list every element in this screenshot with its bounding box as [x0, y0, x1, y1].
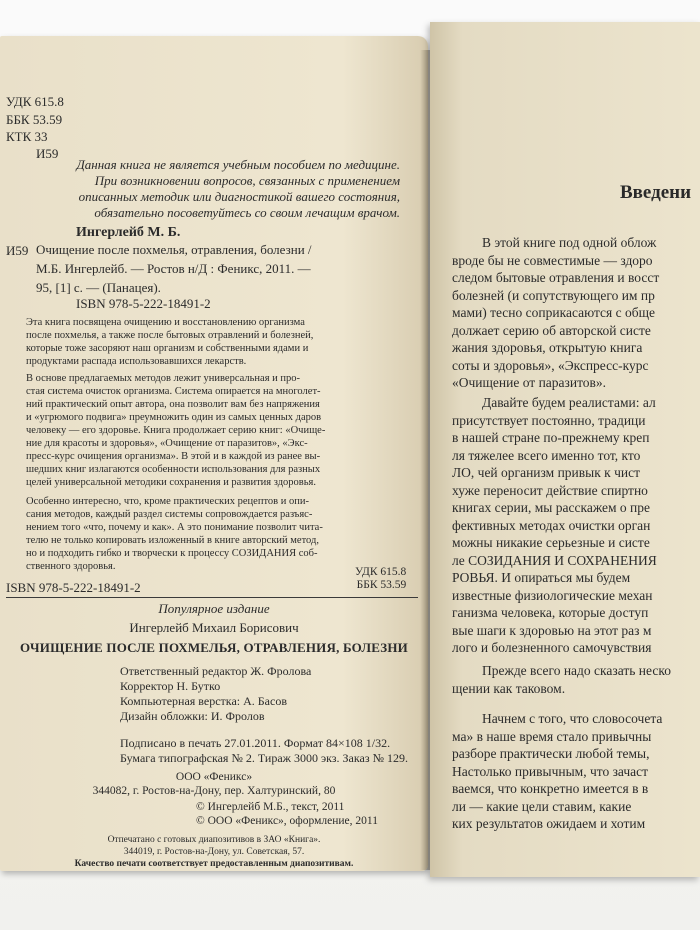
- credit-line: Корректор Н. Бутко: [120, 679, 221, 693]
- body-line: известные физиологические механ: [452, 587, 653, 603]
- credit-line: Дизайн обложки: И. Фролов: [120, 709, 265, 723]
- body-line: можны никакие серьезные и систе: [452, 535, 650, 550]
- biblio-line: Очищение после похмелья, отравления, болезни /: [36, 242, 312, 257]
- publisher-name: ООО «Феникс»: [175, 771, 253, 783]
- body-line: ли — какие цели ставим, какие: [452, 798, 632, 814]
- body-line: в нашей стране по-прежнему креп: [452, 430, 650, 445]
- credits-block: [120, 664, 311, 724]
- disclaimer-line: При возникновении вопросов, связанных с применением: [94, 173, 400, 188]
- abstract-line: Эта книга посвящена очищению и восстановлению организма: [26, 317, 305, 328]
- body-line: ЛО, чей организм привык к чист: [452, 465, 640, 480]
- imprint-line: Подписано в печать 27.01.2011. Формат 84×108 1/32.: [120, 736, 391, 750]
- book-title: ОЧИЩЕНИЕ ПОСЛЕ ПОХМЕЛЬЯ, ОТРАВЛЕНИЯ, БОЛЕЗНИ: [20, 640, 408, 655]
- body-line: Настолько привычным, что зачаст: [452, 763, 649, 779]
- credit-line: Компьютерная верстка: А. Басов: [120, 694, 287, 708]
- disclaimer-line: описанных методик или диагностикой вашего состояния,: [78, 189, 400, 204]
- right-page: [430, 22, 700, 877]
- body-line: ля тяжелее всего именно тот, кто: [452, 447, 641, 463]
- abstract-line: ственного здоровья.: [26, 561, 116, 572]
- body-line: должает серию об авторской систе: [452, 322, 651, 338]
- body-line: присутствует постоянно, традици: [452, 412, 646, 428]
- abstract-line: целей универсальной методики сохранения и развития здоровья.: [26, 477, 316, 488]
- body-line: ле СОЗИДАНИЯ И СОХРАНЕНИЯ: [452, 552, 657, 568]
- abstract-paragraph-3: [26, 495, 422, 573]
- body-line: болезней (и сопутствующего им пр: [452, 287, 655, 303]
- isbn-bottom: ISBN 978-5-222-18491-2: [6, 580, 141, 595]
- chapter-title: Введени: [620, 182, 692, 203]
- body-line: «Очищение от паразитов».: [452, 375, 607, 390]
- body-line: вроде бы не совместимые — здоро: [452, 252, 653, 268]
- abstract-line: телю не только копировать изложенный в книге авторский метод,: [26, 535, 319, 546]
- abstract-paragraph-2: [26, 372, 422, 489]
- body-line: лого и болезненного самочувствия: [452, 640, 652, 655]
- body-line: Начнем с того, что словосочета: [482, 711, 663, 726]
- intro-paragraph-2: [452, 394, 700, 657]
- bibliographic-record: [36, 240, 420, 297]
- abstract-line: продуктами распада использовавшихся лекарств.: [26, 356, 247, 367]
- printing-line: Отпечатано с готовых диапозитивов в ЗАО «Книга».: [107, 835, 321, 845]
- disclaimer-line: Данная книга не является учебным пособием по медицине.: [76, 157, 400, 172]
- body-line: мами) тесно соприкасаются с обще: [452, 305, 656, 320]
- intro-paragraph-1: [452, 234, 700, 392]
- abstract-line: нением того «что, почему и как». А это понимание позволит чита-: [26, 522, 323, 533]
- ktk-code: КТК 33: [6, 129, 48, 144]
- printing-line: 344019, г. Ростов-на-Дону, ул. Советская, 57.: [123, 847, 305, 857]
- body-line: хуже переносит действие спиртно: [452, 482, 648, 498]
- udk-code: УДК 615.8: [6, 94, 64, 109]
- author-full-name: Ингерлейб Михаил Борисович: [129, 620, 299, 635]
- medical-disclaimer: [10, 157, 400, 221]
- body-line: фективных методах очистки орган: [452, 517, 651, 533]
- publisher-address: 344082, г. Ростов-на-Дону, пер. Халтуринский, 80: [92, 785, 336, 797]
- abstract-line: пресс-курс очищения организма». В этой и в каждой из ранее вы-: [26, 451, 321, 462]
- imprint-line: Бумага типографская № 2. Тираж 3000 экз. Заказ № 129.: [120, 751, 409, 765]
- author-mark: И59: [36, 146, 59, 161]
- body-line: разборе практически любой темы,: [452, 746, 650, 761]
- abstract-line: стая система очисток организма. Система опирается на многолет-: [26, 386, 321, 397]
- left-page: [0, 36, 428, 871]
- body-line: ганизма человека, которые доступ: [452, 605, 649, 620]
- abstract-line: которые тоже засоряют наш организм и собственными ядами и: [26, 343, 309, 354]
- divider-line: [6, 597, 418, 598]
- body-line: ваемся, что конкретно имеется в в: [452, 781, 649, 796]
- body-line: ма» в наше время стало привычны: [452, 728, 652, 744]
- printing-note: [0, 834, 428, 870]
- abstract-line: В основе предлагаемых методов лежит универсальная и про-: [26, 373, 301, 384]
- bbk-code: ББК 53.59: [6, 112, 63, 127]
- publisher-block: [0, 770, 428, 798]
- copyright-block: [196, 800, 378, 828]
- body-line: книгах серии, мы расскажем о пре: [452, 500, 650, 515]
- printing-line: Качество печати соответствует предоставленным диапозитивам.: [74, 859, 354, 869]
- abstract-paragraph-1: [26, 316, 422, 368]
- disclaimer-line: обязательно посоветуйтесь со своим лечащим врачом.: [94, 205, 400, 220]
- body-line: ких результатов ожидаем и хотим: [452, 816, 646, 831]
- author-heading: Ингерлейб М. Б.: [76, 225, 181, 240]
- body-line: Прежде всего надо сказать неско: [482, 663, 671, 678]
- body-line: жания здоровья, открытую книга: [452, 340, 643, 355]
- body-line: следом бытовые отравления и восст: [452, 270, 660, 285]
- body-line: В этой книге под одной облож: [482, 235, 657, 250]
- bbk-code-bottom: ББК 53.59: [356, 579, 407, 591]
- biblio-line: М.Б. Ингерлейб. — Ростов н/Д : Феникс, 2011. —: [36, 261, 311, 276]
- biblio-line: 95, [1] с. — (Панацея).: [36, 280, 161, 295]
- edition-type: Популярное издание: [158, 601, 270, 616]
- isbn-top: ISBN 978-5-222-18491-2: [76, 296, 211, 311]
- body-line: соты и здоровья», «Экспресс-курс: [452, 357, 649, 373]
- abstract-line: ний практический опыт автора, она позволит вам без напряжения: [26, 399, 320, 410]
- abstract-line: но и подходить гибко и творчески к процессу СОЗИДАНИЯ соб-: [26, 548, 318, 559]
- abstract-line: шедших книг излагаются особенности использования для разных: [26, 464, 321, 475]
- abstract-line: человеку — его здоровье. Книга продолжает серию книг: «Очище-: [26, 425, 326, 436]
- classification-bottom: [355, 566, 406, 592]
- abstract-line: сания методов, каждый раздел системы сопровождается разъяс-: [26, 509, 313, 520]
- copyright-line: © Ингерлейб М.Б., текст, 2011: [196, 801, 345, 813]
- abstract-line: после похмелья, а также после бытовых отравлений и болезней,: [26, 330, 314, 341]
- copyright-line: © ООО «Феникс», оформление, 2011: [196, 815, 378, 827]
- abstract-line: и «угрюмого подвига» преумножить один из самых ценных даров: [26, 412, 322, 423]
- abstract-line: ние для красоты и здоровья», «Очищение от паразитов», «Экс-: [26, 438, 308, 449]
- intro-paragraph-4: [452, 710, 700, 833]
- imprint-block: [120, 736, 408, 766]
- author-code: И59: [6, 243, 29, 258]
- abstract-line: Особенно интересно, что, кроме практических рецептов и опи-: [26, 496, 309, 507]
- udk-code-bottom: УДК 615.8: [355, 566, 407, 578]
- credit-line: Ответственный редактор Ж. Фролова: [120, 664, 312, 678]
- body-line: вые шаги к здоровью на этот раз м: [452, 622, 652, 638]
- body-line: Давайте будем реалистами: ал: [482, 395, 656, 410]
- body-line: щении как таковом.: [452, 680, 566, 696]
- body-line: РОВЬЯ. И опираться мы будем: [452, 570, 631, 585]
- intro-paragraph-3: [452, 662, 700, 697]
